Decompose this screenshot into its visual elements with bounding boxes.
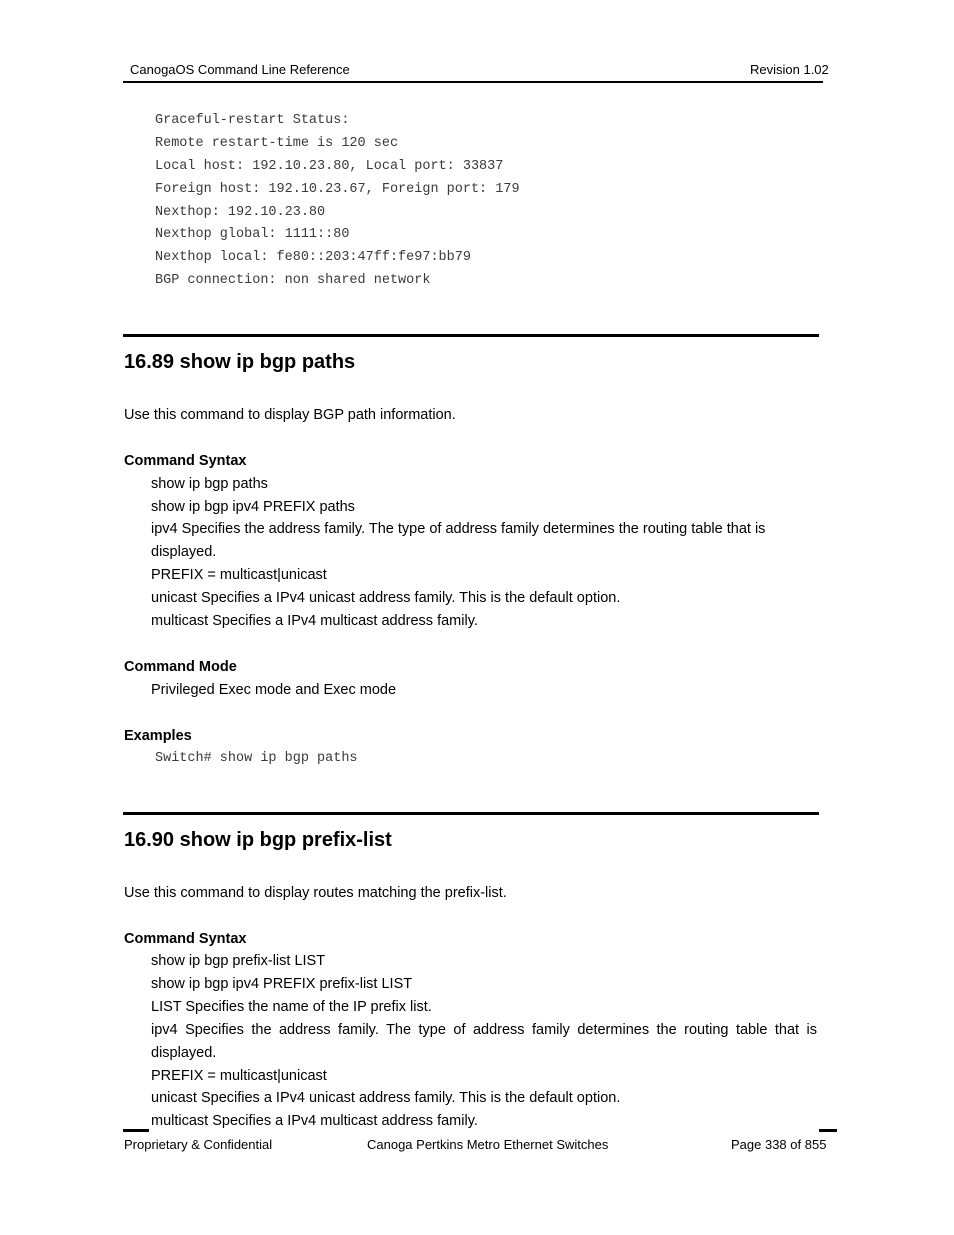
syntax-line: PREFIX = multicast|unicast xyxy=(151,567,327,583)
syntax-line: PREFIX = multicast|unicast xyxy=(151,1068,327,1084)
header-title: CanogaOS Command Line Reference xyxy=(130,62,350,77)
footer-rule-left xyxy=(123,1129,149,1132)
code-line: Remote restart-time is 120 sec xyxy=(155,136,399,151)
syntax-line: ipv4 Specifies the address family. The type of address family determines the routing table that is xyxy=(151,521,766,537)
footer-rule-right xyxy=(819,1129,837,1132)
syntax-line: displayed. xyxy=(151,544,217,560)
mode-text-89: Privileged Exec mode and Exec mode xyxy=(151,682,397,698)
code-line: Nexthop local: fe80::203:47ff:fe97:bb79 xyxy=(155,250,471,265)
syntax-line: show ip bgp ipv4 PREFIX prefix-list LIST xyxy=(151,976,413,992)
syntax-heading-90: Command Syntax xyxy=(124,931,247,947)
code-line: Nexthop global: 1111::80 xyxy=(155,227,350,242)
code-line: BGP connection: non shared network xyxy=(155,273,431,288)
syntax-heading-89: Command Syntax xyxy=(124,453,247,469)
examples-heading-89: Examples xyxy=(124,728,192,744)
mode-heading-89: Command Mode xyxy=(124,659,237,675)
section-rule xyxy=(123,334,819,337)
section-intro-90: Use this command to display routes matching the prefix-list. xyxy=(124,885,507,901)
footer-center: Canoga Pertkins Metro Ethernet Switches xyxy=(367,1137,609,1152)
section-title-89: 16.89 show ip bgp paths xyxy=(124,351,356,373)
syntax-line: multicast Specifies a IPv4 multicast address family. xyxy=(151,1113,478,1129)
code-line: Graceful-restart Status: xyxy=(155,113,350,128)
footer-left: Proprietary & Confidential xyxy=(124,1137,273,1152)
syntax-line: multicast Specifies a IPv4 multicast address family. xyxy=(151,613,478,629)
header-rule xyxy=(123,81,823,83)
section-rule xyxy=(123,812,819,815)
syntax-line: show ip bgp prefix-list LIST xyxy=(151,953,326,969)
syntax-line: show ip bgp paths xyxy=(151,476,268,492)
code-line: Nexthop: 192.10.23.80 xyxy=(155,205,326,220)
code-line: Foreign host: 192.10.23.67, Foreign port: 179 xyxy=(155,182,520,197)
section-title-90: 16.90 show ip bgp prefix-list xyxy=(124,829,392,851)
footer-page-number: Page 338 of 855 xyxy=(731,1137,827,1152)
code-line: Local host: 192.10.23.80, Local port: 33837 xyxy=(155,159,504,174)
header-revision: Revision 1.02 xyxy=(750,62,829,77)
syntax-line: unicast Specifies a IPv4 unicast address family. This is the default option. xyxy=(151,1090,621,1106)
syntax-line: ipv4 Specifies the address family. The type of address family determines the routing table that is xyxy=(151,1022,817,1038)
section-intro-89: Use this command to display BGP path information. xyxy=(124,407,456,423)
syntax-line: displayed. xyxy=(151,1045,217,1061)
syntax-line: show ip bgp ipv4 PREFIX paths xyxy=(151,499,355,515)
example-code-89: Switch# show ip bgp paths xyxy=(155,751,358,766)
syntax-line: unicast Specifies a IPv4 unicast address family. This is the default option. xyxy=(151,590,621,606)
syntax-line: LIST Specifies the name of the IP prefix list. xyxy=(151,999,432,1015)
